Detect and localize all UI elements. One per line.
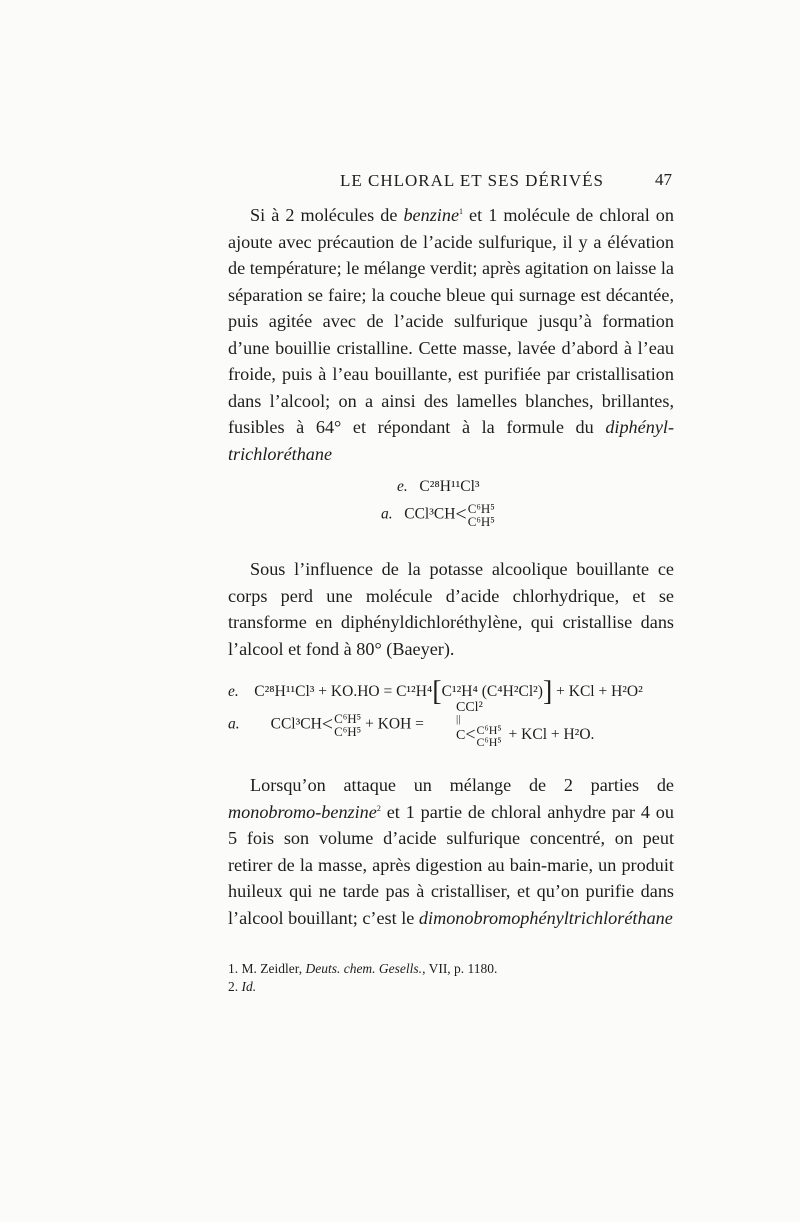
running-title: LE CHLORAL ET SES DÉRIVÉS [340, 171, 604, 190]
formula2-atomic-lhs: a. CCl³CH< C⁶H⁵ C⁶H⁵ + KOH = [228, 711, 424, 739]
page-number: 47 [655, 170, 672, 189]
paragraph-monobromobenzine: Lorsqu’on attaque un mélange de 2 parties de monobromo-benzine$^2$ et 1 partie de chloral anhydre par 4 ou 5 fois son volume d’acide sulfurique concentré, on peut retirer de la masse, après digestion au bain-marie, un produit huileux qui ne tarde pas à cristalliser, et qu’on purifie dans l’alcool bouillant; c’est le dimonobromophényltrichloréthane [228, 775, 674, 928]
paragraph-benzine-chloral: Si à 2 molécules de benzine$^1$ et 1 molécule de chloral on ajoute avec précaution de l’acide sulfurique, il y a élévation de température; le mélange verdit; après agitation on laisse la séparation se faire; la couche bleue qui surnage est décantée, puis agitée avec de l’acide sulfurique jusqu’à formation d’une bouillie cristalline. Cette masse, lavée d’abord à l’eau froide, puis à l’eau bouillante, est purifiée par cristallisation dans l’alcool; on a ainsi des lamelles blanches, brillantes, fusibles à 64° et répondant à la formule du diphényl-trichloréthane [228, 205, 674, 464]
footnote-ref-2: 2 [376, 803, 381, 813]
term-dimonobromophenyltrichlorethane: dimonobromophényltrichloréthane [418, 907, 673, 928]
formula1-atomic: a. CCl³CH< C⁶H⁵ C⁶H⁵ [381, 501, 495, 529]
paragraph-potassium-hydroxide: Sous l’influence de la potasse alcoolique bouillante ce corps perd une molécule d’acide chlorhydrique, et se transforme en diphényldichloréthylène, qui cristallise dans l’alcool et fond à 80° (Baeyer). [228, 559, 674, 659]
formula2-atomic-product: CCl² || C< C⁶H⁵ C⁶H⁵ + KCl + H²O. [456, 700, 595, 749]
footnotes [228, 960, 497, 996]
term-monobromobenzine: monobromo-benzine [228, 801, 377, 822]
footnote-2: 2. Id. [228, 979, 257, 994]
term-diphenyltrichlorethane: diphényl-trichloréthane [228, 417, 674, 464]
formula2-equivalent: e. C²⁸H¹¹Cl³ + KO.HO = C¹²H⁴[C¹²H⁴ (C⁴H²Cl²)] + KCl + H²O² [228, 676, 643, 707]
footnote-1: 1. M. Zeidler, Deuts. chem. Gesells., VII, p. 1180. [228, 961, 498, 976]
term-benzine: benzine [403, 205, 460, 225]
footnote-ref-1: 1 [459, 206, 464, 216]
formula1-equivalent: e. C²⁸H¹¹Cl³ [397, 478, 480, 495]
